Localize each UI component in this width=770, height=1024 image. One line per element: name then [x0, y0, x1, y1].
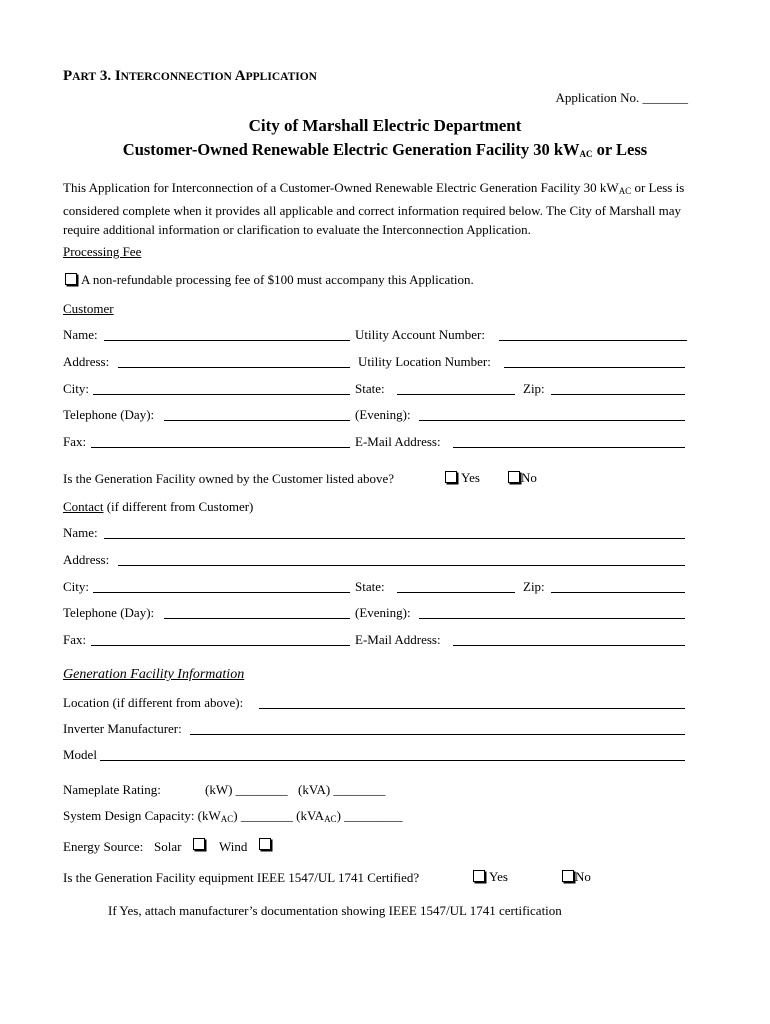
customer-state-input[interactable]	[397, 381, 515, 395]
part-title-initial-1: I	[114, 68, 121, 84]
customer-row-telephone	[63, 407, 685, 425]
utility-account-label: Utility Account Number:	[355, 327, 485, 342]
ieee-yes-label: Yes	[489, 869, 508, 884]
facility-location-label: Location (if different from above):	[63, 695, 244, 710]
contact-city-label: City:	[63, 579, 90, 594]
ownership-yes-label: Yes	[461, 470, 480, 485]
model-input[interactable]	[100, 747, 685, 761]
contact-email-input[interactable]	[453, 632, 685, 646]
part-title-rest-1: NTERCONNECTION	[120, 71, 232, 83]
contact-state-input[interactable]	[397, 579, 515, 593]
contact-heading	[63, 499, 253, 515]
ieee-no-checkbox[interactable]	[562, 870, 574, 882]
ieee-question: Is the Generation Facility equipment IEEE 1547/UL 1741 Certified?	[63, 870, 420, 885]
customer-row-address	[63, 354, 685, 372]
wind-checkbox[interactable]	[259, 838, 271, 850]
processing-fee-checkbox[interactable]	[65, 273, 77, 285]
design-capacity-subscript-2: AC	[324, 814, 337, 824]
customer-fax-input[interactable]	[91, 434, 350, 448]
intro-paragraph	[63, 178, 693, 239]
nameplate-kw-field[interactable]: (kW) ________	[205, 782, 288, 797]
customer-telephone-label: Telephone (Day):	[63, 407, 155, 422]
contact-fax-input[interactable]	[91, 632, 350, 646]
customer-evening-input[interactable]	[419, 407, 685, 421]
customer-email-input[interactable]	[453, 434, 685, 448]
customer-zip-input[interactable]	[551, 381, 685, 395]
ieee-no-option[interactable]	[562, 869, 591, 885]
customer-row-city	[63, 381, 685, 399]
customer-name-label: Name:	[63, 327, 98, 342]
customer-city-label: City:	[63, 381, 90, 396]
customer-row-name	[63, 327, 685, 345]
part-heading	[63, 68, 317, 85]
design-capacity-field[interactable]	[63, 808, 403, 824]
customer-telephone-input[interactable]	[164, 407, 350, 421]
facility-row-model	[63, 747, 685, 765]
nameplate-rating-label: Nameplate Rating:	[63, 782, 161, 797]
part-title-initial-2: A	[234, 68, 246, 84]
inverter-manufacturer-label: Inverter Manufacturer:	[63, 721, 182, 736]
solar-label: Solar	[154, 839, 182, 854]
design-capacity-subscript: AC	[220, 814, 234, 824]
intro-subscript: AC	[618, 186, 632, 196]
contact-state-label: State:	[355, 579, 385, 594]
design-capacity-end: ) _________	[336, 808, 403, 823]
facility-row-location	[63, 695, 685, 713]
ownership-yes-checkbox[interactable]	[445, 471, 457, 483]
contact-fax-label: Fax:	[63, 632, 87, 647]
facility-row-inverter	[63, 721, 685, 739]
contact-address-input[interactable]	[118, 552, 685, 566]
application-number-field[interactable]: Application No. _______	[555, 90, 688, 105]
ieee-certification-note: If Yes, attach manufacturer’s documentation showing IEEE 1547/UL 1741 certification	[108, 903, 562, 918]
ieee-yes-checkbox[interactable]	[473, 870, 485, 882]
customer-address-input[interactable]	[118, 354, 350, 368]
energy-source-label: Energy Source:	[63, 839, 144, 854]
customer-email-label: E-Mail Address:	[355, 434, 441, 449]
contact-evening-input[interactable]	[419, 605, 685, 619]
contact-evening-label: (Evening):	[355, 605, 411, 620]
customer-name-input[interactable]	[104, 327, 350, 341]
facility-location-input[interactable]	[259, 695, 685, 709]
ownership-no-option[interactable]	[508, 470, 537, 486]
contact-heading-note: (if different from Customer)	[103, 499, 254, 514]
processing-fee-item	[65, 272, 474, 288]
inverter-manufacturer-input[interactable]	[190, 721, 685, 735]
utility-location-label: Utility Location Number:	[358, 354, 491, 369]
facility-title-subscript: AC	[579, 149, 593, 159]
contact-city-input[interactable]	[93, 579, 350, 593]
utility-account-input[interactable]	[499, 327, 687, 341]
contact-row-fax	[63, 632, 685, 650]
ownership-question: Is the Generation Facility owned by the Customer listed above?	[63, 471, 395, 486]
contact-row-address	[63, 552, 685, 570]
model-label: Model	[63, 747, 97, 762]
part-label-initial: P	[63, 68, 73, 84]
ieee-yes-option[interactable]	[473, 869, 508, 885]
facility-title	[0, 140, 770, 160]
ieee-no-label: No	[575, 869, 591, 884]
utility-location-input[interactable]	[504, 354, 685, 368]
contact-row-telephone	[63, 605, 685, 623]
contact-address-label: Address:	[63, 552, 110, 567]
customer-state-label: State:	[355, 381, 385, 396]
contact-row-name	[63, 525, 685, 543]
contact-telephone-input[interactable]	[164, 605, 350, 619]
part-label-rest: ART	[72, 71, 97, 83]
customer-fax-label: Fax:	[63, 434, 87, 449]
department-title: City of Marshall Electric Department	[248, 116, 522, 135]
contact-email-label: E-Mail Address:	[355, 632, 441, 647]
intro-text-1: This Application for Interconnection of a Customer-Owned Renewable Electric Generation Facility 30 kW	[63, 180, 619, 195]
facility-heading: Generation Facility Information	[63, 667, 245, 682]
ownership-yes-option[interactable]	[445, 470, 480, 486]
intro-text-2: or Less is considered complete when it provides all applicable and correct information required below. The City of Marshall may require additional information or clarification to evaluate the Interconnection Application.	[63, 180, 685, 237]
customer-address-label: Address:	[63, 354, 110, 369]
facility-title-text: Customer-Owned Renewable Electric Generation Facility 30 kW	[122, 140, 580, 159]
contact-row-city	[63, 579, 685, 597]
processing-fee-text: A non-refundable processing fee of $100 must accompany this Application.	[81, 272, 474, 287]
part-title-rest-2: PPLICATION	[245, 71, 317, 83]
contact-zip-input[interactable]	[551, 579, 685, 593]
contact-heading-text: Contact	[63, 499, 104, 514]
customer-evening-label: (Evening):	[355, 407, 411, 422]
design-capacity-label: System Design Capacity: (kW	[63, 808, 221, 823]
customer-city-input[interactable]	[93, 381, 350, 395]
facility-title-suffix: or Less	[592, 140, 648, 159]
contact-name-label: Name:	[63, 525, 98, 540]
contact-zip-label: Zip:	[523, 579, 545, 594]
ownership-no-checkbox[interactable]	[508, 471, 520, 483]
solar-checkbox[interactable]	[193, 838, 205, 850]
part-number: 3.	[99, 68, 112, 84]
contact-name-input[interactable]	[104, 525, 685, 539]
customer-row-fax	[63, 434, 685, 452]
processing-fee-heading: Processing Fee	[63, 244, 142, 259]
ownership-no-label: No	[521, 470, 537, 485]
contact-telephone-label: Telephone (Day):	[63, 605, 155, 620]
customer-zip-label: Zip:	[523, 381, 545, 396]
nameplate-kva-field[interactable]: (kVA) ________	[298, 782, 386, 797]
customer-heading: Customer	[63, 301, 114, 316]
design-capacity-kva-label: ) ________ (kVA	[233, 808, 325, 823]
wind-label: Wind	[219, 839, 248, 854]
